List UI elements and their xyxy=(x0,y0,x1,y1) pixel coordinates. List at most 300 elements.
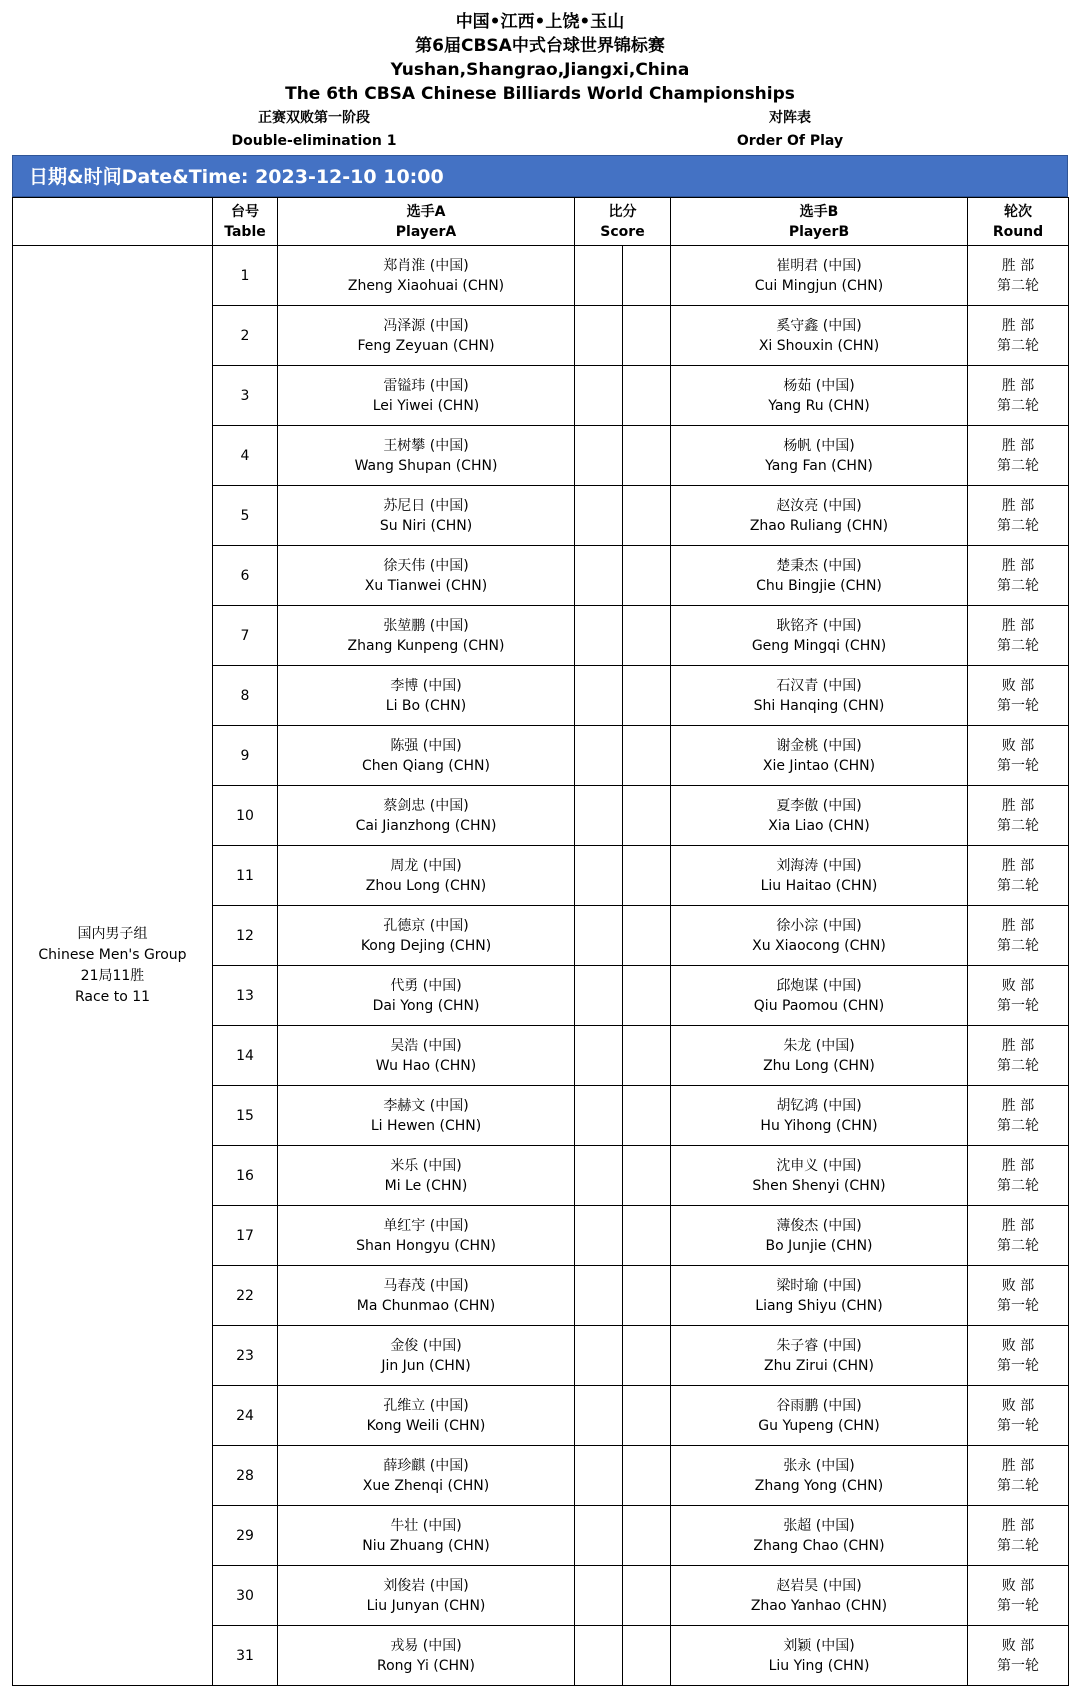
player-b-cell xyxy=(671,786,968,846)
player-a-name-en: Wu Hao (CHN) xyxy=(375,1057,477,1074)
round-cell xyxy=(968,966,1069,1026)
table-number: 28 xyxy=(236,1467,254,1484)
round-bracket: 胜 部 xyxy=(1001,1097,1035,1114)
table-number: 2 xyxy=(240,327,250,344)
player-a-name-en: Su Niri (CHN) xyxy=(379,517,473,534)
table-number-cell xyxy=(213,1086,278,1146)
player-b-name-cn: 徐小淙 (中国) xyxy=(776,917,862,934)
score-b-cell xyxy=(623,1626,671,1686)
player-b-name-cn: 刘颖 (中国) xyxy=(783,1637,855,1654)
player-a-name-en: Mi Le (CHN) xyxy=(384,1177,468,1194)
score-a-cell xyxy=(575,1086,623,1146)
round-bracket: 胜 部 xyxy=(1001,377,1035,394)
round-number: 第一轮 xyxy=(997,1357,1039,1374)
player-b-cell xyxy=(671,606,968,666)
round-bracket: 败 部 xyxy=(1001,1637,1035,1654)
score-b-cell xyxy=(623,546,671,606)
round-bracket: 败 部 xyxy=(1001,977,1035,994)
round-bracket: 胜 部 xyxy=(1001,1457,1035,1474)
player-b-cell xyxy=(671,366,968,426)
player-a-name-en: Zhang Kunpeng (CHN) xyxy=(347,637,505,654)
player-a-name-en: Shan Hongyu (CHN) xyxy=(356,1237,496,1254)
player-a-cell xyxy=(278,426,575,486)
player-a-cell xyxy=(278,546,575,606)
table-number-cell xyxy=(213,786,278,846)
player-b-name-cn: 杨茹 (中国) xyxy=(783,377,855,394)
round-cell xyxy=(968,246,1069,306)
player-b-name-en: Hu Yihong (CHN) xyxy=(760,1117,878,1134)
score-a-cell xyxy=(575,846,623,906)
player-b-name-cn: 邱炮谋 (中国) xyxy=(776,977,862,994)
player-b-name-en: Shi Hanqing (CHN) xyxy=(753,697,885,714)
player-b-name-en: Liang Shiyu (CHN) xyxy=(755,1297,883,1314)
player-b-cell xyxy=(671,966,968,1026)
score-b-cell xyxy=(623,1206,671,1266)
table-number: 15 xyxy=(236,1107,254,1124)
table-number: 30 xyxy=(236,1587,254,1604)
player-b-cell xyxy=(671,1386,968,1446)
round-bracket: 胜 部 xyxy=(1001,557,1035,574)
table-number: 16 xyxy=(236,1167,254,1184)
round-number: 第一轮 xyxy=(997,1597,1039,1614)
player-a-name-cn: 李赫文 (中国) xyxy=(383,1097,469,1114)
round-number: 第二轮 xyxy=(997,577,1039,594)
player-b-cell xyxy=(671,666,968,726)
player-a-header: 选手A PlayerA xyxy=(278,198,575,246)
player-a-cell xyxy=(278,246,575,306)
score-b-cell xyxy=(623,1446,671,1506)
player-b-name-en: Qiu Paomou (CHN) xyxy=(753,997,885,1014)
table-number: 3 xyxy=(240,387,250,404)
stage-label-en: Double-elimination 1 xyxy=(231,133,397,149)
score-a-cell xyxy=(575,246,623,306)
player-a-name-cn: 张堃鹏 (中国) xyxy=(383,617,469,634)
player-a-name-cn: 孔德京 (中国) xyxy=(383,917,469,934)
score-a-cell xyxy=(575,366,623,426)
player-b-name-cn: 耿铭齐 (中国) xyxy=(776,617,862,634)
round-cell xyxy=(968,1266,1069,1326)
table-number-cell xyxy=(213,606,278,666)
table-number: 23 xyxy=(236,1347,254,1364)
player-b-name-en: Yang Ru (CHN) xyxy=(768,397,870,414)
player-a-name-cn: 单红宇 (中国) xyxy=(383,1217,469,1234)
player-a-name-cn: 雷镒玮 (中国) xyxy=(383,377,469,394)
table-number: 31 xyxy=(236,1647,254,1664)
score-a-cell xyxy=(575,1446,623,1506)
table-number-cell xyxy=(213,1326,278,1386)
player-a-cell xyxy=(278,1446,575,1506)
score-a-cell xyxy=(575,306,623,366)
player-a-name-cn: 戎易 (中国) xyxy=(390,1637,462,1654)
round-bracket: 胜 部 xyxy=(1001,917,1035,934)
table-number-cell xyxy=(213,426,278,486)
table-number: 13 xyxy=(236,987,254,1004)
round-number: 第二轮 xyxy=(997,1117,1039,1134)
round-cell xyxy=(968,906,1069,966)
player-b-name-cn: 刘海涛 (中国) xyxy=(776,857,862,874)
player-b-name-en: Geng Mingqi (CHN) xyxy=(751,637,887,654)
round-number: 第二轮 xyxy=(997,1477,1039,1494)
table-number-cell xyxy=(213,666,278,726)
player-b-name-cn: 张超 (中国) xyxy=(783,1517,855,1534)
round-cell xyxy=(968,666,1069,726)
player-b-name-cn: 杨帆 (中国) xyxy=(783,437,855,454)
player-a-cell xyxy=(278,966,575,1026)
player-b-name-en: Xi Shouxin (CHN) xyxy=(758,337,880,354)
round-number: 第二轮 xyxy=(997,337,1039,354)
round-bracket: 胜 部 xyxy=(1001,1157,1035,1174)
score-b-cell xyxy=(623,1026,671,1086)
round-number: 第一轮 xyxy=(997,697,1039,714)
player-b-name-en: Xia Liao (CHN) xyxy=(768,817,870,834)
player-a-name-cn: 蔡剑忠 (中国) xyxy=(383,797,469,814)
player-a-name-en: Zhou Long (CHN) xyxy=(365,877,487,894)
header-title-cn: 第6届CBSA中式台球世界锦标赛 xyxy=(415,36,665,56)
score-a-cell xyxy=(575,726,623,786)
round-bracket: 败 部 xyxy=(1001,677,1035,694)
table-number: 7 xyxy=(240,627,250,644)
player-b-name-cn: 胡钇鸿 (中国) xyxy=(776,1097,862,1114)
table-number: 12 xyxy=(236,927,254,944)
player-b-cell xyxy=(671,546,968,606)
table-number-cell xyxy=(213,1566,278,1626)
round-bracket: 胜 部 xyxy=(1001,617,1035,634)
table-number: 10 xyxy=(236,807,254,824)
player-a-name-en: Ma Chunmao (CHN) xyxy=(356,1297,496,1314)
table-number: 17 xyxy=(236,1227,254,1244)
score-a-cell xyxy=(575,486,623,546)
table-number-cell xyxy=(213,1506,278,1566)
player-b-name-en: Zhu Zirui (CHN) xyxy=(764,1357,874,1374)
player-a-name-cn: 李博 (中国) xyxy=(390,677,462,694)
score-b-cell xyxy=(623,786,671,846)
table-number: 5 xyxy=(240,507,250,524)
player-a-name-en: Niu Zhuang (CHN) xyxy=(362,1537,490,1554)
round-bracket: 败 部 xyxy=(1001,737,1035,754)
round-bracket: 败 部 xyxy=(1001,1397,1035,1414)
round-bracket: 败 部 xyxy=(1001,1337,1035,1354)
score-b-cell xyxy=(623,306,671,366)
score-a-cell xyxy=(575,1566,623,1626)
table-number-cell xyxy=(213,966,278,1026)
player-a-name-cn: 米乐 (中国) xyxy=(390,1157,462,1174)
round-bracket: 胜 部 xyxy=(1001,797,1035,814)
table-number: 1 xyxy=(240,267,250,284)
player-a-name-en: Chen Qiang (CHN) xyxy=(362,757,490,774)
round-number: 第二轮 xyxy=(997,937,1039,954)
score-a-cell xyxy=(575,906,623,966)
order-label-cn: 对阵表 xyxy=(769,110,811,126)
round-number: 第二轮 xyxy=(997,1537,1039,1554)
table-number-cell xyxy=(213,1206,278,1266)
player-a-name-en: Xue Zhenqi (CHN) xyxy=(362,1477,490,1494)
score-b-cell xyxy=(623,666,671,726)
player-b-cell xyxy=(671,1506,968,1566)
player-a-name-cn: 吴浩 (中国) xyxy=(390,1037,462,1054)
table-number-cell xyxy=(213,366,278,426)
order-label-en: Order Of Play xyxy=(736,133,844,149)
round-bracket: 胜 部 xyxy=(1001,857,1035,874)
round-number: 第一轮 xyxy=(997,1417,1039,1434)
player-a-name-cn: 郑肖淮 (中国) xyxy=(383,257,469,274)
score-a-cell xyxy=(575,1626,623,1686)
player-a-cell xyxy=(278,1086,575,1146)
round-cell xyxy=(968,486,1069,546)
player-b-cell xyxy=(671,846,968,906)
player-a-cell xyxy=(278,1506,575,1566)
round-cell xyxy=(968,726,1069,786)
player-b-name-cn: 夏李傲 (中国) xyxy=(776,797,862,814)
table-number: 11 xyxy=(236,867,254,884)
score-a-cell xyxy=(575,1026,623,1086)
player-a-name-en: Liu Junyan (CHN) xyxy=(366,1597,486,1614)
group-line4: Race to 11 xyxy=(74,988,151,1005)
player-a-name-en: Dai Yong (CHN) xyxy=(372,997,480,1014)
player-a-name-cn: 马春茂 (中国) xyxy=(383,1277,469,1294)
player-b-name-cn: 石汉青 (中国) xyxy=(776,677,862,694)
player-a-cell xyxy=(278,666,575,726)
score-a-cell xyxy=(575,1506,623,1566)
player-b-name-cn: 赵岩昊 (中国) xyxy=(776,1577,862,1594)
round-cell xyxy=(968,1026,1069,1086)
table-number: 8 xyxy=(240,687,250,704)
table-number-cell xyxy=(213,486,278,546)
round-bracket: 胜 部 xyxy=(1001,497,1035,514)
table-number: 14 xyxy=(236,1047,254,1064)
player-a-cell xyxy=(278,906,575,966)
round-header: 轮次 Round xyxy=(968,198,1069,246)
round-cell xyxy=(968,1446,1069,1506)
header-location-cn: 中国•江西•上饶•玉山 xyxy=(455,12,625,32)
player-b-cell xyxy=(671,426,968,486)
header-location-en: Yushan,Shangrao,Jiangxi,China xyxy=(390,60,690,80)
player-a-cell xyxy=(278,1026,575,1086)
player-a-name-en: Feng Zeyuan (CHN) xyxy=(357,337,495,354)
score-a-cell xyxy=(575,546,623,606)
player-a-cell xyxy=(278,486,575,546)
player-a-name-cn: 王树攀 (中国) xyxy=(383,437,469,454)
player-b-name-cn: 薄俊杰 (中国) xyxy=(776,1217,862,1234)
round-number: 第二轮 xyxy=(997,817,1039,834)
player-a-name-cn: 徐天伟 (中国) xyxy=(383,557,469,574)
table-number: 24 xyxy=(236,1407,254,1424)
player-a-name-en: Jin Jun (CHN) xyxy=(381,1357,471,1374)
player-b-name-cn: 梁时瑜 (中国) xyxy=(776,1277,862,1294)
round-number: 第一轮 xyxy=(997,757,1039,774)
score-b-cell xyxy=(623,426,671,486)
player-a-name-cn: 陈强 (中国) xyxy=(390,737,462,754)
player-a-cell xyxy=(278,306,575,366)
round-cell xyxy=(968,1326,1069,1386)
player-b-cell xyxy=(671,1566,968,1626)
player-a-name-cn: 牛壮 (中国) xyxy=(390,1517,462,1534)
round-number: 第二轮 xyxy=(997,277,1039,294)
score-b-cell xyxy=(623,906,671,966)
score-a-cell xyxy=(575,786,623,846)
round-cell xyxy=(968,306,1069,366)
score-b-cell xyxy=(623,1086,671,1146)
score-b-cell xyxy=(623,1326,671,1386)
player-b-name-en: Bo Junjie (CHN) xyxy=(765,1237,873,1254)
score-a-cell xyxy=(575,666,623,726)
player-b-cell xyxy=(671,726,968,786)
round-number: 第一轮 xyxy=(997,997,1039,1014)
player-b-cell xyxy=(671,1626,968,1686)
table-number-header: 台号 Table xyxy=(213,198,278,246)
round-cell xyxy=(968,1566,1069,1626)
score-a-cell xyxy=(575,1266,623,1326)
table-number-cell xyxy=(213,1386,278,1446)
player-a-name-cn: 金俊 (中国) xyxy=(390,1337,462,1354)
player-b-name-en: Chu Bingjie (CHN) xyxy=(756,577,882,594)
table-number: 4 xyxy=(240,447,250,464)
table-number-cell xyxy=(213,906,278,966)
player-a-name-cn: 代勇 (中国) xyxy=(390,977,462,994)
round-number: 第二轮 xyxy=(997,1057,1039,1074)
date-time-bar: 日期&时间Date&Time: 2023-12-10 10:00 xyxy=(12,155,1068,197)
player-b-name-en: Shen Shenyi (CHN) xyxy=(752,1177,886,1194)
player-a-name-en: Rong Yi (CHN) xyxy=(377,1657,475,1674)
round-bracket: 胜 部 xyxy=(1001,437,1035,454)
table-number-cell xyxy=(213,1446,278,1506)
player-b-header: 选手B PlayerB xyxy=(671,198,968,246)
round-cell xyxy=(968,366,1069,426)
player-b-name-en: Zhang Yong (CHN) xyxy=(754,1477,884,1494)
player-b-name-cn: 谷雨鹏 (中国) xyxy=(776,1397,862,1414)
score-b-cell xyxy=(623,1266,671,1326)
match-rows xyxy=(13,246,1069,1686)
player-a-name-cn: 薛珍麒 (中国) xyxy=(383,1457,469,1474)
table-number-cell xyxy=(213,1026,278,1086)
round-cell xyxy=(968,846,1069,906)
player-a-name-en: Wang Shupan (CHN) xyxy=(354,457,498,474)
round-cell xyxy=(968,786,1069,846)
round-cell xyxy=(968,1506,1069,1566)
stage-label-cn: 正赛双败第一阶段 xyxy=(258,110,370,126)
round-bracket: 败 部 xyxy=(1001,1577,1035,1594)
player-b-name-cn: 朱龙 (中国) xyxy=(783,1037,855,1054)
player-b-name-en: Cui Mingjun (CHN) xyxy=(754,277,884,294)
group-line2: Chinese Men's Group xyxy=(38,946,187,963)
player-a-name-en: Li Hewen (CHN) xyxy=(370,1117,482,1134)
player-b-cell xyxy=(671,906,968,966)
group-cell xyxy=(13,246,213,1686)
player-b-name-cn: 奚守鑫 (中国) xyxy=(776,317,862,334)
round-cell xyxy=(968,426,1069,486)
player-a-cell xyxy=(278,786,575,846)
round-number: 第二轮 xyxy=(997,457,1039,474)
round-number: 第二轮 xyxy=(997,1237,1039,1254)
header-title-en: The 6th CBSA Chinese Billiards World Championships xyxy=(285,84,795,104)
player-b-name-cn: 赵汝亮 (中国) xyxy=(776,497,862,514)
player-a-cell xyxy=(278,366,575,426)
score-a-cell xyxy=(575,426,623,486)
player-b-cell xyxy=(671,1326,968,1386)
table-number-cell xyxy=(213,846,278,906)
player-b-name-en: Zhao Ruliang (CHN) xyxy=(749,517,889,534)
player-a-name-en: Xu Tianwei (CHN) xyxy=(364,577,488,594)
table-number: 29 xyxy=(236,1527,254,1544)
score-b-cell xyxy=(623,966,671,1026)
player-a-cell xyxy=(278,846,575,906)
player-b-name-en: Zhang Chao (CHN) xyxy=(753,1537,885,1554)
player-b-name-cn: 楚秉杰 (中国) xyxy=(776,557,862,574)
player-b-cell xyxy=(671,1146,968,1206)
table-number-cell xyxy=(213,306,278,366)
score-a-cell xyxy=(575,1206,623,1266)
round-number: 第二轮 xyxy=(997,517,1039,534)
table-header-row xyxy=(13,198,1069,246)
round-number: 第一轮 xyxy=(997,1657,1039,1674)
score-a-cell xyxy=(575,1386,623,1446)
player-b-name-en: Yang Fan (CHN) xyxy=(765,457,873,474)
group-line1: 国内男子组 xyxy=(77,925,148,942)
table-number-cell xyxy=(213,246,278,306)
player-b-cell xyxy=(671,1446,968,1506)
round-bracket: 胜 部 xyxy=(1001,1217,1035,1234)
score-b-cell xyxy=(623,366,671,426)
round-cell xyxy=(968,1386,1069,1446)
score-b-cell xyxy=(623,726,671,786)
player-b-name-cn: 谢金桃 (中国) xyxy=(776,737,862,754)
player-b-cell xyxy=(671,1086,968,1146)
player-b-name-en: Xie Jintao (CHN) xyxy=(762,757,876,774)
score-b-cell xyxy=(623,486,671,546)
player-a-name-en: Kong Weili (CHN) xyxy=(366,1417,486,1434)
order-of-play-table xyxy=(12,197,1069,1686)
round-bracket: 胜 部 xyxy=(1001,317,1035,334)
group-line3: 21局11胜 xyxy=(80,967,145,984)
player-b-name-cn: 崔明君 (中国) xyxy=(776,257,862,274)
player-a-name-cn: 周龙 (中国) xyxy=(390,857,462,874)
player-b-cell xyxy=(671,306,968,366)
round-number: 第二轮 xyxy=(997,877,1039,894)
table-row xyxy=(13,246,1069,306)
player-a-cell xyxy=(278,1266,575,1326)
player-a-name-cn: 冯泽源 (中国) xyxy=(383,317,469,334)
player-b-name-cn: 沈申义 (中国) xyxy=(776,1157,862,1174)
score-a-cell xyxy=(575,966,623,1026)
table-number: 6 xyxy=(240,567,250,584)
player-b-name-en: Liu Haitao (CHN) xyxy=(760,877,878,894)
player-a-name-cn: 苏尼日 (中国) xyxy=(383,497,469,514)
score-b-cell xyxy=(623,846,671,906)
player-a-name-en: Zheng Xiaohuai (CHN) xyxy=(347,277,505,294)
score-b-cell xyxy=(623,246,671,306)
table-number-cell xyxy=(213,1146,278,1206)
player-a-name-en: Li Bo (CHN) xyxy=(385,697,467,714)
score-b-cell xyxy=(623,1386,671,1446)
player-b-name-en: Zhao Yanhao (CHN) xyxy=(750,1597,888,1614)
table-number-cell xyxy=(213,1626,278,1686)
round-number: 第一轮 xyxy=(997,1297,1039,1314)
player-a-cell xyxy=(278,726,575,786)
player-b-cell xyxy=(671,1026,968,1086)
player-b-cell xyxy=(671,486,968,546)
table-number-cell xyxy=(213,726,278,786)
score-a-cell xyxy=(575,606,623,666)
player-b-name-en: Zhu Long (CHN) xyxy=(763,1057,875,1074)
round-number: 第二轮 xyxy=(997,637,1039,654)
player-a-name-cn: 孔维立 (中国) xyxy=(383,1397,469,1414)
table-number-cell xyxy=(213,546,278,606)
player-b-cell xyxy=(671,246,968,306)
player-a-name-en: Cai Jianzhong (CHN) xyxy=(355,817,497,834)
player-a-cell xyxy=(278,1626,575,1686)
round-bracket: 胜 部 xyxy=(1001,1037,1035,1054)
round-number: 第二轮 xyxy=(997,1177,1039,1194)
score-a-cell xyxy=(575,1146,623,1206)
